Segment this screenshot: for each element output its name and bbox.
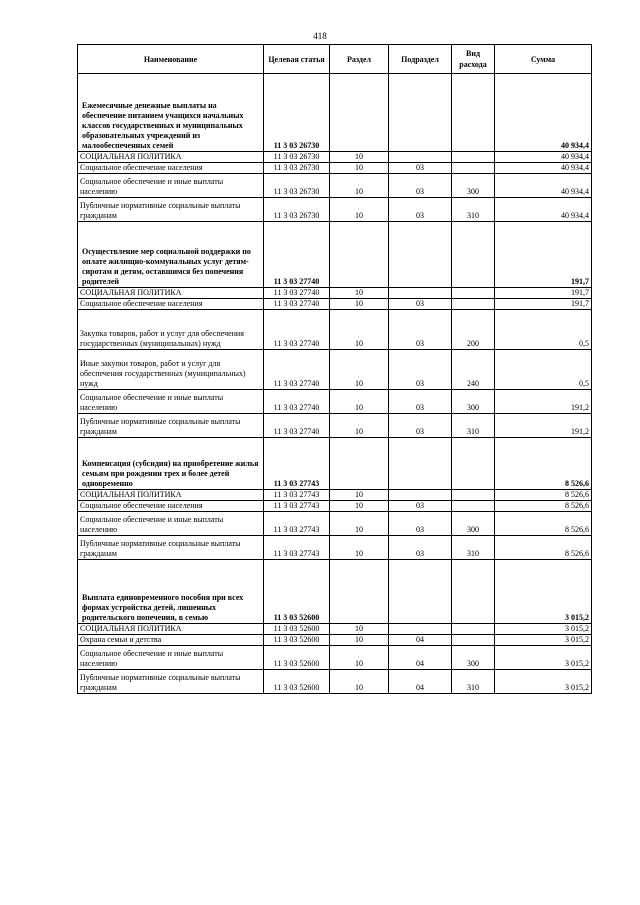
row-expense-type: [452, 624, 495, 635]
header-section: Раздел: [330, 45, 389, 74]
row-target-article: 11 3 03 27740: [264, 390, 330, 414]
row-expense-type: 310: [452, 536, 495, 560]
row-expense-type: 300: [452, 390, 495, 414]
table-group-row: [78, 438, 592, 490]
budget-table: [77, 44, 592, 694]
row-name: СОЦИАЛЬНАЯ ПОЛИТИКА: [78, 490, 264, 501]
row-target-article: 11 3 03 26730: [264, 198, 330, 222]
row-name: Публичные нормативные социальные выплаты гражданам: [78, 670, 264, 694]
table-body: [78, 74, 592, 694]
row-sum: 3 015,2: [495, 635, 592, 646]
row-target-article: 11 3 03 52600: [264, 624, 330, 635]
row-name: Социальное обеспечение и иные выплаты населению: [78, 512, 264, 536]
row-target-article: 11 3 03 26730: [264, 163, 330, 174]
row-section: 10: [330, 646, 389, 670]
row-expense-type: 310: [452, 670, 495, 694]
table-row: [78, 536, 592, 560]
table-row: [78, 198, 592, 222]
table-row: [78, 299, 592, 310]
row-section: [330, 74, 389, 152]
row-target-article: 11 3 03 27740: [264, 288, 330, 299]
row-target-article: 11 3 03 27740: [264, 222, 330, 288]
row-name: Компенсация (субсидия) на приобретение жилья семьям при рождении трех и более детей одновременно: [78, 438, 264, 490]
row-sum: 191,7: [495, 288, 592, 299]
row-sum: 8 526,6: [495, 536, 592, 560]
row-name: Социальное обеспечение населения: [78, 299, 264, 310]
row-sum: 8 526,6: [495, 512, 592, 536]
row-name: Социальное обеспечение и иные выплаты населению: [78, 646, 264, 670]
row-name: Закупка товаров, работ и услуг для обеспечения государственных (муниципальных) нужд: [78, 310, 264, 350]
table-row: [78, 646, 592, 670]
row-sum: 0,5: [495, 310, 592, 350]
row-expense-type: [452, 560, 495, 624]
row-name: Публичные нормативные социальные выплаты гражданам: [78, 198, 264, 222]
row-expense-type: 300: [452, 174, 495, 198]
table-row: [78, 624, 592, 635]
row-expense-type: 200: [452, 310, 495, 350]
row-subsection: [389, 152, 452, 163]
row-section: 10: [330, 198, 389, 222]
table-row: [78, 512, 592, 536]
row-name: Осуществление мер социальной поддержки по оплате жилищно-коммунальных услуг детям-сиротам и детям, оставшимся без попечения родителей: [78, 222, 264, 288]
header-subsection: Подраздел: [389, 45, 452, 74]
row-section: 10: [330, 490, 389, 501]
row-name: Социальное обеспечение и иные выплаты населению: [78, 390, 264, 414]
row-expense-type: 310: [452, 414, 495, 438]
table-row: [78, 390, 592, 414]
table-group-row: [78, 560, 592, 624]
row-target-article: 11 3 03 27740: [264, 414, 330, 438]
row-subsection: 03: [389, 501, 452, 512]
row-sum: 8 526,6: [495, 490, 592, 501]
row-subsection: 03: [389, 414, 452, 438]
row-expense-type: 310: [452, 198, 495, 222]
table-row: [78, 414, 592, 438]
row-section: 10: [330, 163, 389, 174]
row-target-article: 11 3 03 27743: [264, 512, 330, 536]
row-sum: 40 934,4: [495, 198, 592, 222]
row-subsection: 04: [389, 646, 452, 670]
row-subsection: 03: [389, 163, 452, 174]
row-section: 10: [330, 288, 389, 299]
row-subsection: 04: [389, 670, 452, 694]
row-expense-type: [452, 74, 495, 152]
row-section: 10: [330, 310, 389, 350]
row-target-article: 11 3 03 26730: [264, 74, 330, 152]
row-expense-type: [452, 635, 495, 646]
row-subsection: 03: [389, 512, 452, 536]
row-target-article: 11 3 03 52600: [264, 560, 330, 624]
row-section: 10: [330, 299, 389, 310]
row-subsection: [389, 74, 452, 152]
row-name: Ежемесячные денежные выплаты на обеспечение питанием учащихся начальных классов государственных и муниципальных образовательных учреждений из малообеспеченных семей: [78, 74, 264, 152]
row-sum: 8 526,6: [495, 501, 592, 512]
row-name: Публичные нормативные социальные выплаты гражданам: [78, 536, 264, 560]
row-section: [330, 438, 389, 490]
row-target-article: 11 3 03 27740: [264, 350, 330, 390]
row-target-article: 11 3 03 26730: [264, 152, 330, 163]
table-row: [78, 635, 592, 646]
row-name: Социальное обеспечение населения: [78, 501, 264, 512]
page-number: 418: [313, 31, 327, 41]
row-expense-type: [452, 438, 495, 490]
row-name: Публичные нормативные социальные выплаты гражданам: [78, 414, 264, 438]
table-row: [78, 350, 592, 390]
row-name: СОЦИАЛЬНАЯ ПОЛИТИКА: [78, 152, 264, 163]
row-target-article: 11 3 03 52600: [264, 635, 330, 646]
row-sum: 3 015,2: [495, 670, 592, 694]
row-sum: 3 015,2: [495, 646, 592, 670]
row-expense-type: 300: [452, 512, 495, 536]
row-subsection: [389, 288, 452, 299]
row-name: Социальное обеспечение населения: [78, 163, 264, 174]
row-sum: 191,2: [495, 390, 592, 414]
row-sum: 191,7: [495, 222, 592, 288]
row-name: СОЦИАЛЬНАЯ ПОЛИТИКА: [78, 624, 264, 635]
row-expense-type: 300: [452, 646, 495, 670]
row-expense-type: [452, 288, 495, 299]
row-section: 10: [330, 536, 389, 560]
row-target-article: 11 3 03 26730: [264, 174, 330, 198]
row-name: Выплата единовременного пособия при всех формах устройства детей, лишенных родительского попечения, в семью: [78, 560, 264, 624]
row-target-article: 11 3 03 27743: [264, 536, 330, 560]
table-row: [78, 310, 592, 350]
row-expense-type: [452, 222, 495, 288]
row-subsection: 03: [389, 174, 452, 198]
row-sum: 8 526,6: [495, 438, 592, 490]
row-sum: 40 934,4: [495, 74, 592, 152]
table-row: [78, 670, 592, 694]
table-row: [78, 152, 592, 163]
row-subsection: 03: [389, 536, 452, 560]
row-expense-type: [452, 490, 495, 501]
row-sum: 0,5: [495, 350, 592, 390]
header-name: Наименование: [78, 45, 264, 74]
row-section: [330, 222, 389, 288]
row-section: 10: [330, 152, 389, 163]
row-subsection: 03: [389, 350, 452, 390]
table-row: [78, 490, 592, 501]
row-section: 10: [330, 635, 389, 646]
row-sum: 40 934,4: [495, 163, 592, 174]
row-name: СОЦИАЛЬНАЯ ПОЛИТИКА: [78, 288, 264, 299]
table-row: [78, 163, 592, 174]
row-subsection: 03: [389, 198, 452, 222]
row-subsection: 03: [389, 390, 452, 414]
table-header-row: [78, 45, 592, 74]
row-expense-type: [452, 163, 495, 174]
header-expense-type: Вид расхода: [452, 45, 495, 74]
row-subsection: [389, 438, 452, 490]
row-target-article: 11 3 03 27743: [264, 490, 330, 501]
row-expense-type: [452, 152, 495, 163]
row-subsection: [389, 222, 452, 288]
row-expense-type: [452, 501, 495, 512]
row-name: Социальное обеспечение и иные выплаты населению: [78, 174, 264, 198]
row-subsection: 03: [389, 299, 452, 310]
table-group-row: [78, 222, 592, 288]
row-target-article: 11 3 03 27740: [264, 310, 330, 350]
row-section: 10: [330, 174, 389, 198]
row-section: 10: [330, 390, 389, 414]
table-group-row: [78, 74, 592, 152]
row-subsection: [389, 624, 452, 635]
row-section: 10: [330, 512, 389, 536]
row-subsection: [389, 490, 452, 501]
row-name: Иные закупки товаров, работ и услуг для обеспечения государственных (муниципальных) нужд: [78, 350, 264, 390]
row-sum: 191,7: [495, 299, 592, 310]
row-section: 10: [330, 414, 389, 438]
row-section: 10: [330, 501, 389, 512]
row-target-article: 11 3 03 52600: [264, 670, 330, 694]
row-sum: 40 934,4: [495, 152, 592, 163]
row-target-article: 11 3 03 27743: [264, 501, 330, 512]
row-sum: 191,2: [495, 414, 592, 438]
table-row: [78, 288, 592, 299]
row-section: 10: [330, 624, 389, 635]
row-sum: 40 934,4: [495, 174, 592, 198]
header-target-article: Целевая статья: [264, 45, 330, 74]
row-section: 10: [330, 670, 389, 694]
row-target-article: 11 3 03 27743: [264, 438, 330, 490]
row-target-article: 11 3 03 27740: [264, 299, 330, 310]
row-sum: 3 015,2: [495, 624, 592, 635]
row-expense-type: [452, 299, 495, 310]
table-row: [78, 501, 592, 512]
header-sum: Сумма: [495, 45, 592, 74]
row-section: 10: [330, 350, 389, 390]
row-target-article: 11 3 03 52600: [264, 646, 330, 670]
table-row: [78, 174, 592, 198]
row-subsection: [389, 560, 452, 624]
row-sum: 3 015,2: [495, 560, 592, 624]
row-expense-type: 240: [452, 350, 495, 390]
row-section: [330, 560, 389, 624]
row-name: Охрана семьи и детства: [78, 635, 264, 646]
row-subsection: 03: [389, 310, 452, 350]
row-subsection: 04: [389, 635, 452, 646]
